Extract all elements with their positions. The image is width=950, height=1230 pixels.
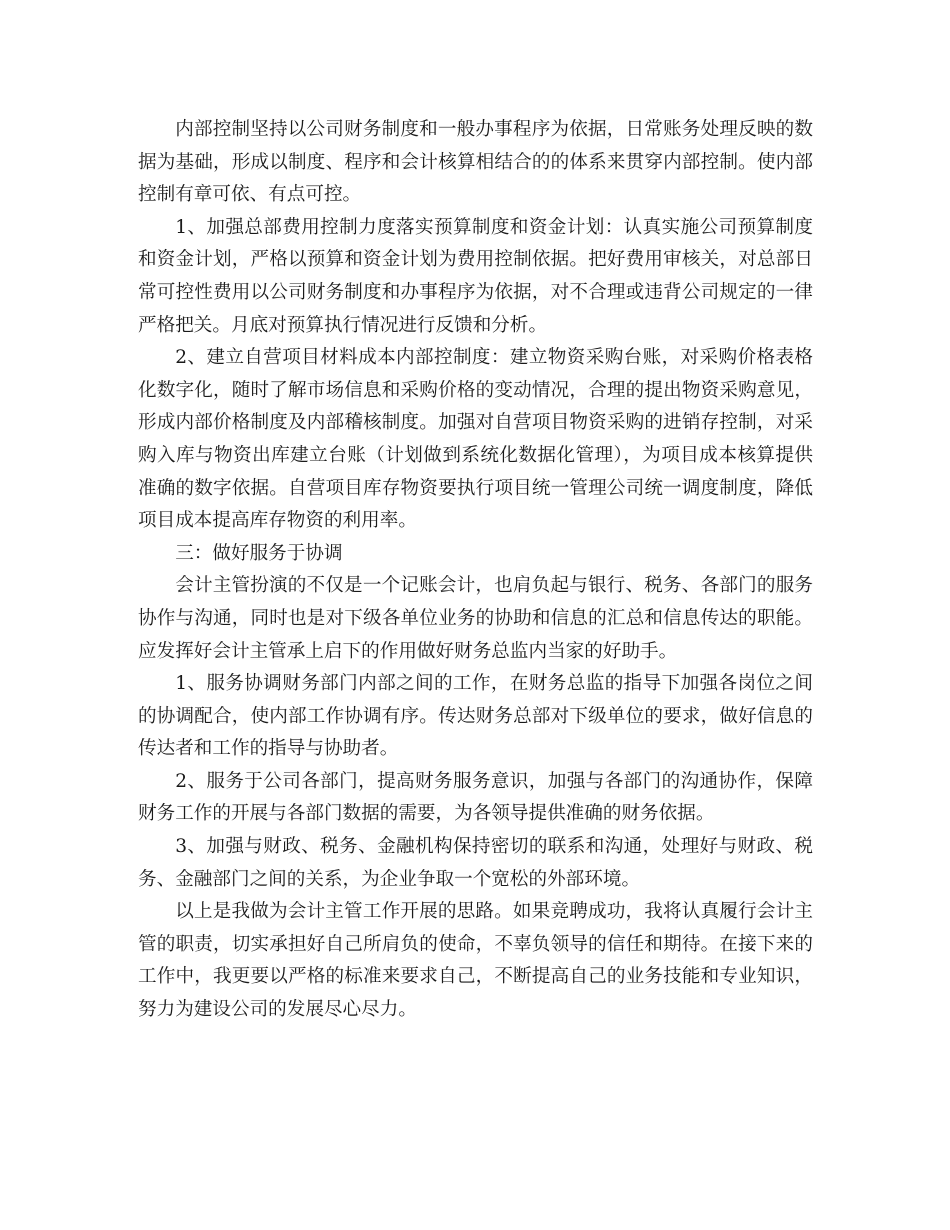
paragraph-conclusion: 以上是我做为会计主管工作开展的思路。如果竞聘成功，我将认真履行会计主管的职责，切实承担好自己所肩负的使命，不辜负领导的信任和期待。在接下来的工作中，我更要以严格的标准来要求自己，不断提高自己的业务技能和专业知识，努力为建设公司的发展尽心尽力。 <box>138 901 813 1021</box>
paragraph-department-service: 2、服务于公司各部门，提高财务服务意识，加强与各部门的沟通协作，保障财务工作的开展与各部门数据的需要，为各领导提供准确的财务依据。 <box>138 770 813 825</box>
section-heading-service-coordination: 三：做好服务于协调 <box>175 542 343 564</box>
paragraph-internal-coordination: 1、服务协调财务部门内部之间的工作，在财务总监的指导下加强各岗位之间的协调配合，使内部工作协调有序。传达财务总部对下级单位的要求，做好信息的传达者和工作的指导与协助者。 <box>138 673 813 760</box>
paragraph-expense-control: 1、加强总部费用控制力度落实预算制度和资金计划：认真实施公司预算制度和资金计划，严格以预算和资金计划为费用控制依据。把好费用审核关，对总部日常可控性费用以公司财务制度和办事程序为依据，对不合理或违背公司规定的一律严格把关。月底对预算执行情况进行反馈和分析。 <box>138 216 813 336</box>
document-body <box>138 114 813 1027</box>
paragraph-material-cost-control: 2、建立自营项目材料成本内部控制度：建立物资采购台账，对采购价格表格化数字化，随时了解市场信息和采购价格的变动情况，合理的提出物资采购意见，形成内部价格制度及内部稽核制度。加强对自营项目物资采购的进销存控制，对采购入库与物资出库建立台账（计划做到系统化数据化管理），为项目成本核算提供准确的数字依据。自营项目库存物资要执行项目统一管理公司统一调度制度，降低项目成本提高库存物资的利用率。 <box>138 347 813 532</box>
paragraph-internal-control: 内部控制坚持以公司财务制度和一般办事程序为依据，日常账务处理反映的数据为基础，形成以制度、程序和会计核算相结合的的体系来贯穿内部控制。使内部控制有章可依、有点可控。 <box>138 119 813 206</box>
paragraph-accounting-supervisor-role: 会计主管扮演的不仅是一个记账会计，也肩负起与银行、税务、各部门的服务协作与沟通，同时也是对下级各单位业务的协助和信息的汇总和信息传达的职能。应发挥好会计主管承上启下的作用做好财务总监内当家的好助手。 <box>138 575 813 662</box>
paragraph-external-relations: 3、加强与财政、税务、金融机构保持密切的联系和沟通，处理好与财政、税务、金融部门之间的关系，为企业争取一个宽松的外部环境。 <box>138 836 813 890</box>
